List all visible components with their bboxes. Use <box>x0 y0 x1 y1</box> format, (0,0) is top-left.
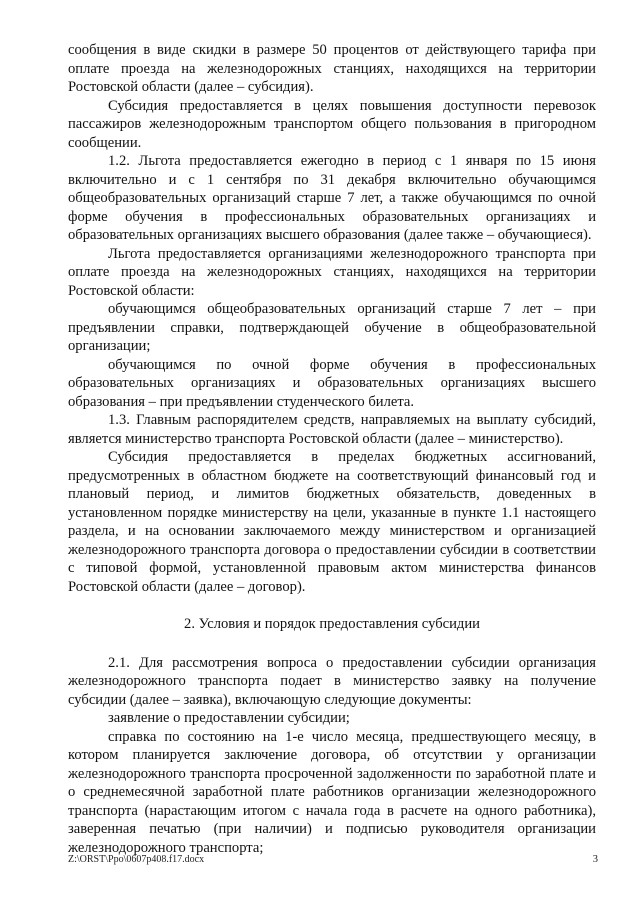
paragraph-1-3: 1.3. Главным распорядителем средств, направляемых на выплату субсидий, является министерство транспорта Ростовской области (далее – министерство). <box>68 412 596 447</box>
page-number: 3 <box>592 854 598 865</box>
paragraph-budget: Субсидия предоставляется в пределах бюджетных ассигнований, предусмотренных в областном бюджете на соответствующий финансовый год и плановый период, и лимитов бюджетных обязательств, доведенных в установленном порядке министерству на цели, указанные в пункте 1.1 настоящего раздела, и на основании заключаемого между министерством и организацией железнодорожного транспорта договора о предоставлении субсидии в соответствии с типовой формой, установленной правовым актом министерства финансов Ростовской области (далее – договор). <box>68 449 596 595</box>
paragraph-pupils: обучающимся общеобразовательных организаций старше 7 лет – при предъявлении справки, подтверждающей обучение в общеобразовательной организации; <box>68 301 596 354</box>
paragraph-1-2: 1.2. Льгота предоставляется ежегодно в период с 1 января по 15 июня включительно и с 1 сентября по 31 декабря включительно обучающимся общеобразовательных организаций старше 7 лет, а также обучающимся по очной форме обучения в профессиональных образовательных организациях и образовательных организациях высшего образования (далее также – обучающиеся). <box>68 153 596 243</box>
paragraph-2-1: 2.1. Для рассмотрения вопроса о предоставлении субсидии организация железнодорожного транспорта подает в министерство заявку на получение субсидии (далее – заявка), включающую следующие документы: <box>68 654 596 708</box>
footer-file-path: Z:\ORST\Ppo\0607p408.f17.docx <box>68 854 205 865</box>
paragraph-continuation: сообщения в виде скидки в размере 50 процентов от действующего тарифа при оплате проезда на железнодорожных станциях, находящихся на территории Ростовской области (далее – субсидия). <box>68 42 596 95</box>
paragraph-students: обучающимся по очной форме обучения в профессиональных образовательных организациях и образовательных организациях высшего образования – при предъявлении студенческого билета. <box>68 356 596 410</box>
paragraph-benefit-provision: Льгота предоставляется организациями железнодорожного транспорта при оплате проезда на железнодорожных станциях, находящихся на территории Ростовской области: <box>68 245 596 299</box>
document-body <box>68 41 596 857</box>
paragraph-certificate: справка по состоянию на 1-е число месяца, предшествующего месяцу, в котором планируется заключение договора, об отсутствии у организации железнодорожного транспорта просроченной задолженности по заработной плате и о среднемесячной заработной плате работников организации железнодорожного транспорта (нарастающим итогом с начала года в расчете на одного работника), заверенная печатью (при наличии) и подписью руководителя организации железнодорожного транспорта; <box>68 728 596 856</box>
section-heading: 2. Условия и порядок предоставления субсидии <box>184 616 480 632</box>
paragraph-subsidy-purpose: Субсидия предоставляется в целях повышения доступности перевозок пассажиров железнодорожным транспортом общего пользования в пригородном сообщении. <box>68 97 596 151</box>
paragraph-application: заявление о предоставлении субсидии; <box>108 710 350 726</box>
